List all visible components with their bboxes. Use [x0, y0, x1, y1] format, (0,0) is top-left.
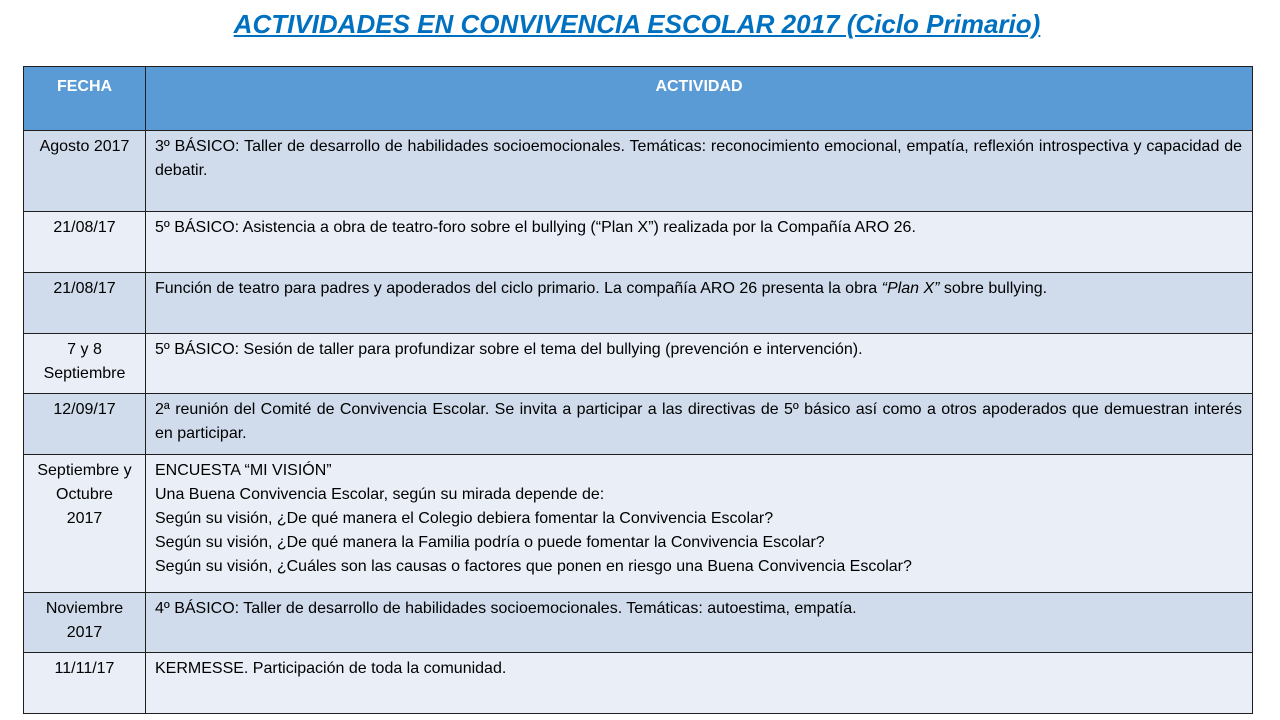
- row-date: 21/08/17: [24, 212, 146, 273]
- row-activity: 2ª reunión del Comité de Convivencia Escolar. Se invita a participar a las directivas de 5º básico así como a otros apoderados que demuestran interés en participar.: [146, 394, 1253, 455]
- table-row: [24, 334, 1253, 394]
- survey-question: Según su visión, ¿De qué manera la Familia podría o puede fomentar la Convivencia Escolar?: [155, 534, 825, 551]
- date-line: 2017: [66, 510, 103, 527]
- table-row: [24, 273, 1253, 334]
- row-date: [24, 334, 146, 394]
- page-title: ACTIVIDADES EN CONVIVENCIA ESCOLAR 2017 (Ciclo Primario): [233, 9, 1041, 39]
- row-activity: 4º BÁSICO: Taller de desarrollo de habilidades socioemocionales. Temáticas: autoestima, empatía.: [146, 593, 1253, 653]
- table-header-row: [24, 67, 1253, 131]
- table-row: [24, 455, 1253, 593]
- header-fecha: FECHA: [24, 67, 146, 131]
- survey-question: Según su visión, ¿De qué manera el Colegio debiera fomentar la Convivencia Escolar?: [155, 510, 774, 527]
- date-line: Septiembre: [43, 365, 126, 382]
- row-activity: 5º BÁSICO: Asistencia a obra de teatro-foro sobre el bullying (“Plan X”) realizada por la Compañía ARO 26.: [146, 212, 1253, 273]
- date-line: 7 y 8: [67, 341, 102, 358]
- date-line: Septiembre y: [37, 462, 132, 479]
- date-line: Octubre: [56, 486, 113, 503]
- row-activity: 3º BÁSICO: Taller de desarrollo de habilidades socioemocionales. Temáticas: reconocimiento emocional, empatía, reflexión introspectiva y capacidad de debatir.: [146, 131, 1253, 212]
- row-date: [24, 593, 146, 653]
- date-line: 2017: [66, 624, 103, 641]
- survey-question: Una Buena Convivencia Escolar, según su mirada depende de:: [155, 486, 605, 503]
- row-date: Agosto 2017: [24, 131, 146, 212]
- row-activity: 5º BÁSICO: Sesión de taller para profundizar sobre el tema del bullying (prevención e intervención).: [146, 334, 1253, 394]
- survey-question: Según su visión, ¿Cuáles son las causas o factores que ponen en riesgo una Buena Convivencia Escolar?: [155, 558, 912, 575]
- activity-text: sobre bullying.: [939, 280, 1048, 297]
- table-row: [24, 212, 1253, 273]
- table-row: [24, 593, 1253, 653]
- row-date: 12/09/17: [24, 394, 146, 455]
- play-title: “Plan X”: [881, 280, 940, 297]
- date-line: Noviembre: [45, 600, 124, 617]
- activity-text: Función de teatro para padres y apoderados del ciclo primario. La compañía ARO 26 presenta la obra: [155, 280, 882, 297]
- row-activity: [146, 273, 1253, 334]
- row-activity: KERMESSE. Participación de toda la comunidad.: [146, 653, 1253, 714]
- header-actividad: ACTIVIDAD: [146, 67, 1253, 131]
- table-row: [24, 653, 1253, 714]
- activities-table: [23, 66, 1253, 714]
- row-activity: [146, 455, 1253, 593]
- row-date: [24, 455, 146, 593]
- row-date: 21/08/17: [24, 273, 146, 334]
- row-date: 11/11/17: [24, 653, 146, 714]
- survey-title: ENCUESTA “MI VISIÓN”: [155, 462, 332, 479]
- table-row: [24, 131, 1253, 212]
- table-row: [24, 394, 1253, 455]
